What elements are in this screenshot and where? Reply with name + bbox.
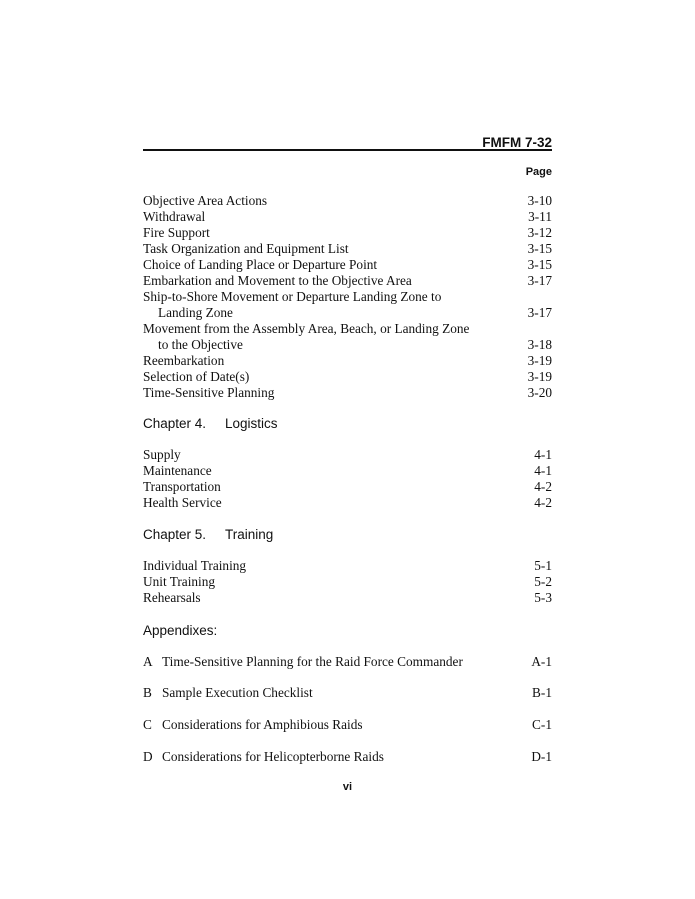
toc-page-number: 3-19 <box>527 369 552 384</box>
toc-page-number: 3-17 <box>527 305 552 320</box>
toc-page-number: 4-2 <box>534 479 552 494</box>
toc-page-number: 5-2 <box>534 574 552 589</box>
toc-entry: Choice of Landing Place or Departure Point 3-15 <box>143 257 552 272</box>
toc-entry: Health Service 4-2 <box>143 495 552 510</box>
toc-entry: Ship-to-Shore Movement or Departure Landing Zone to <box>143 289 442 304</box>
toc-entry: Transportation 4-2 <box>143 479 552 494</box>
chapter-title: Training <box>225 527 274 542</box>
toc-page-number: 3-10 <box>527 193 552 208</box>
toc-page-number: 3-12 <box>527 225 552 240</box>
toc-page-number: 4-1 <box>534 447 552 462</box>
toc-entry: Fire Support 3-12 <box>143 225 552 240</box>
toc-entry: Task Organization and Equipment List 3-15 <box>143 241 552 256</box>
appendix-entry: A Time-Sensitive Planning for the Raid Force Commander A-1 <box>143 654 552 669</box>
toc-page-number: A-1 <box>531 654 552 669</box>
toc-page-number: 3-20 <box>527 385 552 400</box>
toc-entry-continuation: to the Objective 3-18 <box>158 337 552 352</box>
toc-entry: Maintenance 4-1 <box>143 463 552 478</box>
toc-page-number: 3-17 <box>527 273 552 288</box>
toc-entry: Embarkation and Movement to the Objective Area 3-17 <box>143 273 552 288</box>
chapter-number: Chapter 4. <box>143 416 207 431</box>
appendix-entry: D Considerations for Helicopterborne Raids D-1 <box>143 749 552 764</box>
toc-page-number: 4-1 <box>534 463 552 478</box>
toc-page-number: 3-11 <box>528 209 552 224</box>
toc-entry: Reembarkation 3-19 <box>143 353 552 368</box>
appendix-entry: C Considerations for Amphibious Raids C-1 <box>143 717 552 732</box>
toc-page-number: 3-19 <box>527 353 552 368</box>
toc-entry: Movement from the Assembly Area, Beach, or Landing Zone <box>143 321 470 336</box>
appendix-letter: A <box>143 654 153 669</box>
toc-entry: Supply 4-1 <box>143 447 552 462</box>
toc-page-number: 3-18 <box>527 337 552 352</box>
toc-page-number: 5-3 <box>534 590 552 605</box>
appendix-entry: B Sample Execution Checklist B-1 <box>143 685 552 700</box>
appendix-letter: D <box>143 749 153 764</box>
chapter-title: Logistics <box>225 416 278 431</box>
chapter-5-heading <box>143 527 552 543</box>
toc-page-number: D-1 <box>531 749 552 764</box>
toc-entry: Individual Training 5-1 <box>143 558 552 573</box>
page-column-label: Page <box>525 166 552 178</box>
toc-page-number: 5-1 <box>534 558 552 573</box>
toc-page-number: 4-2 <box>534 495 552 510</box>
toc-entry-continuation: Landing Zone 3-17 <box>158 305 552 320</box>
toc-entry: Objective Area Actions 3-10 <box>143 193 552 208</box>
toc-page-number: 3-15 <box>527 257 552 272</box>
chapter-number: Chapter 5. <box>143 527 207 542</box>
toc-entry: Withdrawal 3-11 <box>143 209 552 224</box>
chapter-4-heading <box>143 416 552 432</box>
toc-entry: Unit Training 5-2 <box>143 574 552 589</box>
header-rule <box>143 149 552 151</box>
toc-entry: Selection of Date(s) 3-19 <box>143 369 552 384</box>
appendixes-heading: Appendixes: <box>143 623 218 638</box>
toc-entry: Time-Sensitive Planning 3-20 <box>143 385 552 400</box>
document-header-title: FMFM 7-32 <box>482 135 552 150</box>
appendix-letter: C <box>143 717 152 732</box>
toc-page-number: 3-15 <box>527 241 552 256</box>
appendix-letter: B <box>143 685 152 700</box>
footer-page-number: vi <box>342 781 353 793</box>
toc-page-number: B-1 <box>532 685 552 700</box>
toc-entry: Rehearsals 5-3 <box>143 590 552 605</box>
toc-page-number: C-1 <box>532 717 552 732</box>
